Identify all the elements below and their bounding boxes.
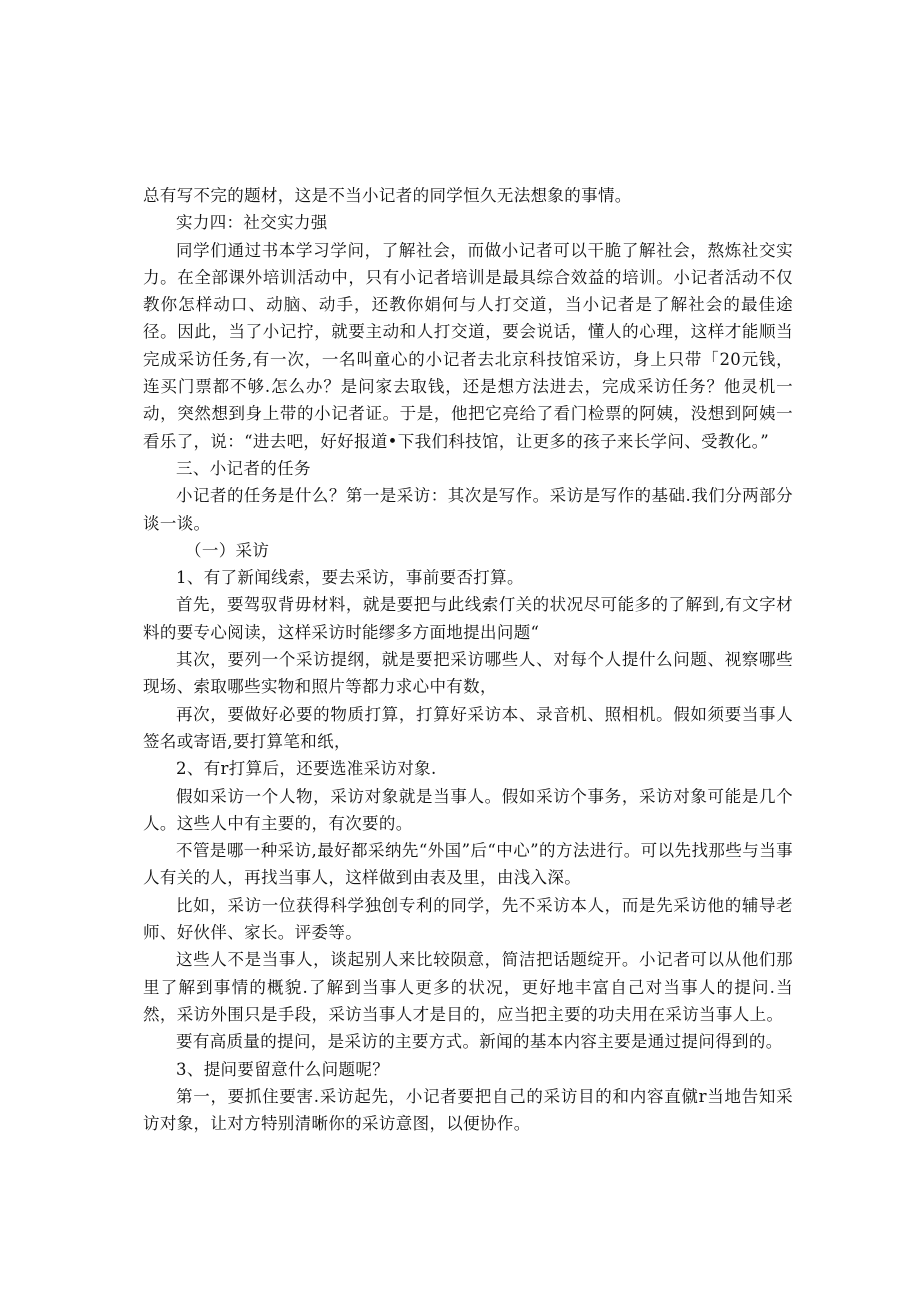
paragraph: 比如，采访一位获得科学独创专利的同学，先不采访本人，而是先采访他的辅导老师、好伙伴、家长。评委等。	[143, 895, 793, 943]
section-heading-social-ability: 实力四：社交实力强	[176, 213, 328, 233]
subsection-heading-interview: （一）采访	[185, 540, 270, 560]
paragraph: 总有写不完的题材，这是不当小记者的同学恒久无法想象的事情。	[143, 186, 632, 205]
list-item: 2、有r打算后，还要选准采访对象.	[176, 759, 437, 779]
list-item: 1、有了新闻线索，要去采访，事前要否打算。	[176, 568, 524, 588]
paragraph: 不管是哪一种采访,最好都采纳先“外国”后“中心”的方法进行。可以先找那些与当事人有关的人，再找当事人，这样做到由表及里，由浅入深。	[143, 841, 793, 888]
list-item: 3、提问要留意什么问题呢？	[176, 1059, 390, 1079]
document-page	[143, 182, 793, 1137]
paragraph: 小记者的任务是什么？第一是采访：其次是写作。采访是写作的基础.我们分两部分谈一谈。	[143, 486, 793, 533]
paragraph: 同学们通过书本学习学问，了解社会，而做小记者可以干脆了解社会，熬炼社交实力。在全部课外培训活动中，只有小记者培训是最具综合效益的培训。小记者活动不仅教你怎样动口、动脑、动手，还教你娟何与人打交道，当小记者是了解社会的最佳途径。因此，当了小记拧，就要主动和人打交道，要会说话，懂人的心理，这样才能顺当完成采访任务,有一次，一名叫童心的小记者去北京科技馆采访，身上只带「20元钱，连买门票都不够.怎么办？是问家去取钱，还是想方法进去，完成采访任务？他灵机一动，突然想到身上带的小记者证。于是，他把它亮给了看门检票的阿姨，没想到阿姨一看乐了，说：“进去吧，好好报道•下我们科技馆，让更多的孩子来长学问、受教化。”	[143, 240, 793, 451]
paragraph: 要有高质量的提问，是采访的主要方式。新闻的基本内容主要是通过提问得到的。	[176, 1032, 783, 1052]
section-heading-tasks: 三、小记者的任务	[176, 458, 311, 478]
paragraph: 其次，要列一个采访提纲，就是要把采访哪些人、对每个人提什么问题、视察哪些现场、索取哪些实物和照片等都力求心中有数，	[143, 650, 793, 697]
paragraph: 这些人不是当事人，谈起别人来比较陨意，简洁把话题绽开。小记者可以从他们那里了解到事情的概貌.了解到当事人更多的状况，更好地丰富自己对当事人的提问.当然，采访外围只是手段，采访当事人才是目的，应当把主要的功夫用在采访当事人上。	[143, 950, 793, 1024]
paragraph: 第一，要抓住要害.采访起先，小记者要把自己的采访目的和内容直僦r当地告知采访对象，让对方特别清晰你的采访意图，以便协作。	[143, 1086, 793, 1134]
paragraph: 再次，要做好必要的物质打算，打算好采访本、录音机、照相机。假如须要当事人签名或寄语,要打算笔和纸，	[143, 704, 793, 751]
paragraph: 假如采访一个人物，采访对象就是当事人。假如采访个事务，采访对象可能是几个人。这些人中有主要的，有次要的。	[143, 786, 793, 833]
paragraph: 首先，要驾驭背毋材料，就是要把与此线索仃关的状况尽可能多的了解到,有文字材料的要专心阅读，这样采访时能缪多方面地提出问题“	[143, 595, 793, 642]
